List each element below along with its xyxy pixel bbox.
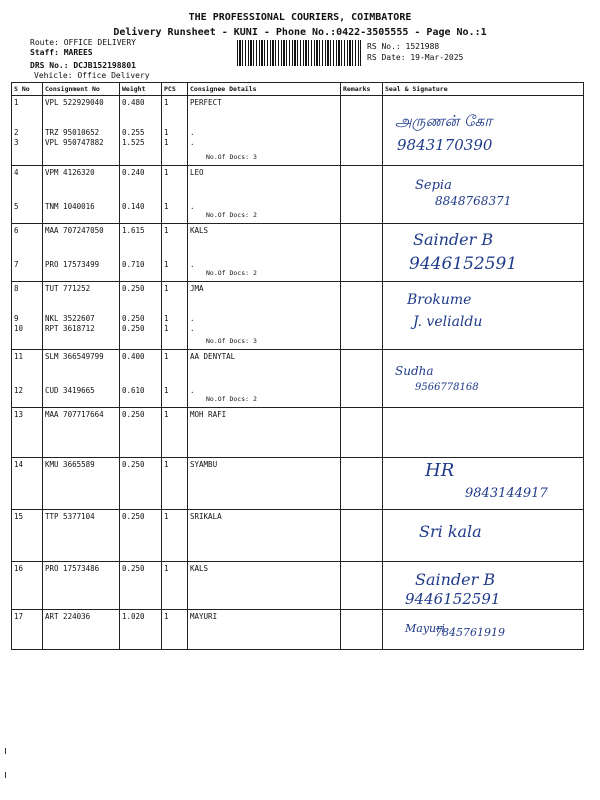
cell-consignee-name bbox=[188, 610, 341, 650]
col-remarks: Remarks bbox=[341, 83, 383, 96]
consignee-name: . bbox=[190, 128, 195, 137]
remarks-cell[interactable] bbox=[341, 166, 383, 224]
table-row bbox=[12, 458, 584, 510]
pieces-count: 1 bbox=[164, 352, 169, 361]
docs-count: No.Of Docs: 3 bbox=[206, 337, 257, 345]
cell-consignee-name bbox=[188, 562, 341, 610]
serial-number: 14 bbox=[14, 460, 24, 469]
pieces-count: 1 bbox=[164, 284, 169, 293]
weight-value: 1.615 bbox=[122, 226, 145, 235]
cell-consignee-name bbox=[188, 224, 341, 282]
weight-value: 0.250 bbox=[122, 314, 145, 323]
cell-weight-value bbox=[120, 408, 162, 458]
cell-serial-number bbox=[12, 408, 43, 458]
consignment-number: SLM 366549799 bbox=[45, 352, 104, 361]
cell-consignee-name bbox=[188, 282, 341, 350]
pieces-count: 1 bbox=[164, 138, 169, 147]
handwritten-signature: Mayuri bbox=[405, 622, 445, 635]
cell-pieces-count bbox=[162, 562, 188, 610]
remarks-cell[interactable] bbox=[341, 96, 383, 166]
cell-serial-number bbox=[12, 282, 43, 350]
cell-serial-number bbox=[12, 224, 43, 282]
serial-number: 17 bbox=[14, 612, 24, 621]
consignment-number: VPL 522929040 bbox=[45, 98, 104, 107]
consignee-name: JMA bbox=[190, 284, 204, 293]
weight-value: 0.610 bbox=[122, 386, 145, 395]
consignee-name: MAYURI bbox=[190, 612, 218, 621]
handwritten-signature: Sudha bbox=[395, 364, 434, 378]
consignee-name: . bbox=[190, 324, 195, 333]
rs-number: RS No.: 1521988 bbox=[367, 42, 440, 51]
cell-consignment-number bbox=[43, 96, 120, 166]
weight-value: 0.250 bbox=[122, 324, 145, 333]
scan-mark bbox=[5, 748, 6, 754]
weight-value: 0.250 bbox=[122, 410, 145, 419]
consignee-name: KALS bbox=[190, 564, 209, 573]
docs-count: No.Of Docs: 2 bbox=[206, 395, 257, 403]
serial-number: 3 bbox=[14, 138, 19, 147]
weight-value: 0.240 bbox=[122, 168, 145, 177]
weight-value: 0.255 bbox=[122, 128, 145, 137]
pieces-count: 1 bbox=[164, 612, 169, 621]
consignee-name: . bbox=[190, 202, 195, 211]
consignment-number: ART 224036 bbox=[45, 612, 91, 621]
pieces-count: 1 bbox=[164, 226, 169, 235]
consignee-name: LEO bbox=[190, 168, 204, 177]
cell-pieces-count bbox=[162, 282, 188, 350]
weight-value: 0.250 bbox=[122, 284, 145, 293]
consignment-number: VPL 950747882 bbox=[45, 138, 104, 147]
cell-consignee-name bbox=[188, 458, 341, 510]
consignment-number: VPM 4126320 bbox=[45, 168, 95, 177]
signature-cell[interactable] bbox=[383, 458, 584, 510]
pieces-count: 1 bbox=[164, 324, 169, 333]
cell-serial-number bbox=[12, 166, 43, 224]
signature-cell[interactable] bbox=[383, 282, 584, 350]
signature-cell[interactable] bbox=[383, 562, 584, 610]
cell-consignment-number bbox=[43, 350, 120, 408]
pieces-count: 1 bbox=[164, 202, 169, 211]
weight-value: 0.140 bbox=[122, 202, 145, 211]
docs-count: No.Of Docs: 2 bbox=[206, 269, 257, 277]
serial-number: 5 bbox=[14, 202, 19, 211]
consignment-number: RPT 3618712 bbox=[45, 324, 95, 333]
consignee-name: MOH RAFI bbox=[190, 410, 227, 419]
remarks-cell[interactable] bbox=[341, 610, 383, 650]
table-row bbox=[12, 408, 584, 458]
weight-value: 1.020 bbox=[122, 612, 145, 621]
remarks-cell[interactable] bbox=[341, 562, 383, 610]
consignment-number: MAA 707247050 bbox=[45, 226, 104, 235]
serial-number: 12 bbox=[14, 386, 24, 395]
remarks-cell[interactable] bbox=[341, 510, 383, 562]
remarks-cell[interactable] bbox=[341, 408, 383, 458]
weight-value: 0.400 bbox=[122, 352, 145, 361]
handwritten-phone: 7845761919 bbox=[435, 626, 505, 639]
pieces-count: 1 bbox=[164, 512, 169, 521]
col-consignee: Consignee Details bbox=[188, 83, 341, 96]
table-row bbox=[12, 562, 584, 610]
consignment-number: TTP 5377104 bbox=[45, 512, 95, 521]
consignment-number: NKL 3522607 bbox=[45, 314, 95, 323]
pieces-count: 1 bbox=[164, 314, 169, 323]
handwritten-signature: அருணன் கோ bbox=[395, 112, 493, 130]
signature-cell[interactable] bbox=[383, 610, 584, 650]
cell-pieces-count bbox=[162, 510, 188, 562]
signature-cell[interactable] bbox=[383, 510, 584, 562]
remarks-cell[interactable] bbox=[341, 458, 383, 510]
table-row bbox=[12, 610, 584, 650]
cell-consignment-number bbox=[43, 562, 120, 610]
consignee-name: SYAMBU bbox=[190, 460, 218, 469]
pieces-count: 1 bbox=[164, 410, 169, 419]
weight-value: 0.250 bbox=[122, 512, 145, 521]
cell-pieces-count bbox=[162, 408, 188, 458]
handwritten-phone: J. velialdu bbox=[413, 314, 483, 330]
serial-number: 13 bbox=[14, 410, 24, 419]
signature-cell[interactable] bbox=[383, 350, 584, 408]
weight-value: 0.480 bbox=[122, 98, 145, 107]
scan-mark bbox=[5, 772, 6, 778]
cell-consignee-name bbox=[188, 96, 341, 166]
cell-pieces-count bbox=[162, 96, 188, 166]
col-signature: Seal & Signature bbox=[383, 83, 584, 96]
cell-consignment-number bbox=[43, 458, 120, 510]
consignment-number: MAA 707717664 bbox=[45, 410, 104, 419]
cell-consignment-number bbox=[43, 224, 120, 282]
consignment-number: PRO 17573486 bbox=[45, 564, 100, 573]
pieces-count: 1 bbox=[164, 386, 169, 395]
table-row bbox=[12, 96, 584, 166]
runsheet-table bbox=[11, 82, 584, 650]
cell-weight-value bbox=[120, 610, 162, 650]
serial-number: 1 bbox=[14, 98, 19, 107]
cell-serial-number bbox=[12, 458, 43, 510]
pieces-count: 1 bbox=[164, 260, 169, 269]
handwritten-phone: 9843170390 bbox=[397, 136, 493, 154]
serial-number: 7 bbox=[14, 260, 19, 269]
cell-pieces-count bbox=[162, 224, 188, 282]
remarks-cell[interactable] bbox=[341, 282, 383, 350]
serial-number: 16 bbox=[14, 564, 24, 573]
serial-number: 2 bbox=[14, 128, 19, 137]
cell-pieces-count bbox=[162, 166, 188, 224]
cell-weight-value bbox=[120, 96, 162, 166]
consignee-name: AA DENYTAL bbox=[190, 352, 236, 361]
cell-serial-number bbox=[12, 96, 43, 166]
handwritten-signature: Sri kala bbox=[419, 522, 482, 541]
remarks-cell[interactable] bbox=[341, 350, 383, 408]
cell-consignment-number bbox=[43, 510, 120, 562]
cell-serial-number bbox=[12, 350, 43, 408]
cell-pieces-count bbox=[162, 458, 188, 510]
rs-date: RS Date: 19-Mar-2025 bbox=[367, 53, 464, 62]
cell-consignment-number bbox=[43, 408, 120, 458]
cell-serial-number bbox=[12, 610, 43, 650]
remarks-cell[interactable] bbox=[341, 224, 383, 282]
cell-consignment-number bbox=[43, 166, 120, 224]
handwritten-phone: 9566778168 bbox=[415, 382, 479, 393]
consignment-number: TRZ 95010652 bbox=[45, 128, 100, 137]
cell-serial-number bbox=[12, 510, 43, 562]
cell-weight-value bbox=[120, 350, 162, 408]
pieces-count: 1 bbox=[164, 128, 169, 137]
serial-number: 6 bbox=[14, 226, 19, 235]
table-header bbox=[12, 83, 584, 96]
handwritten-phone: 9446152591 bbox=[409, 254, 518, 274]
cell-consignee-name bbox=[188, 510, 341, 562]
cell-weight-value bbox=[120, 224, 162, 282]
serial-number: 4 bbox=[14, 168, 19, 177]
handwritten-phone: 9843144917 bbox=[465, 486, 548, 501]
consignee-name: . bbox=[190, 386, 195, 395]
handwritten-signature: Sainder B bbox=[415, 570, 496, 589]
consignee-name: SRIKALA bbox=[190, 512, 222, 521]
signature-cell[interactable] bbox=[383, 408, 584, 458]
weight-value: 1.525 bbox=[122, 138, 145, 147]
cell-consignee-name bbox=[188, 166, 341, 224]
table-row bbox=[12, 166, 584, 224]
handwritten-signature: Sainder B bbox=[413, 230, 494, 249]
table-row bbox=[12, 510, 584, 562]
signature-cell[interactable] bbox=[383, 166, 584, 224]
vehicle-label: Vehicle: Office Delivery bbox=[34, 71, 150, 80]
consignment-number: PRO 17573499 bbox=[45, 260, 100, 269]
cell-serial-number bbox=[12, 562, 43, 610]
cell-consignment-number bbox=[43, 282, 120, 350]
col-sno: S No bbox=[12, 83, 43, 96]
pieces-count: 1 bbox=[164, 564, 169, 573]
barcode bbox=[237, 40, 361, 66]
pieces-count: 1 bbox=[164, 168, 169, 177]
cell-weight-value bbox=[120, 166, 162, 224]
company-title: THE PROFESSIONAL COURIERS, COIMBATORE bbox=[188, 12, 412, 23]
handwritten-signature: Brokume bbox=[407, 292, 472, 308]
cell-consignment-number bbox=[43, 610, 120, 650]
handwritten-signature: HR bbox=[425, 460, 455, 481]
cell-weight-value bbox=[120, 458, 162, 510]
cell-pieces-count bbox=[162, 350, 188, 408]
serial-number: 11 bbox=[14, 352, 24, 361]
consignee-name: KALS bbox=[190, 226, 209, 235]
handwritten-phone: 9446152591 bbox=[405, 590, 501, 608]
cell-weight-value bbox=[120, 282, 162, 350]
col-weight: Weight bbox=[120, 83, 162, 96]
weight-value: 0.250 bbox=[122, 460, 145, 469]
consignment-number: CUD 3419665 bbox=[45, 386, 95, 395]
serial-number: 10 bbox=[14, 324, 24, 333]
signature-cell[interactable] bbox=[383, 224, 584, 282]
consignment-number: TNM 1040016 bbox=[45, 202, 95, 211]
col-consignment: Consignment No bbox=[43, 83, 120, 96]
col-pcs: PCS bbox=[162, 83, 188, 96]
cell-consignee-name bbox=[188, 350, 341, 408]
pieces-count: 1 bbox=[164, 460, 169, 469]
table-row bbox=[12, 282, 584, 350]
cell-consignee-name bbox=[188, 408, 341, 458]
serial-number: 8 bbox=[14, 284, 19, 293]
consignee-name: PERFECT bbox=[190, 98, 222, 107]
table-row bbox=[12, 350, 584, 408]
serial-number: 9 bbox=[14, 314, 19, 323]
consignee-name: . bbox=[190, 260, 195, 269]
weight-value: 0.710 bbox=[122, 260, 145, 269]
consignee-name: . bbox=[190, 138, 195, 147]
serial-number: 15 bbox=[14, 512, 24, 521]
route-label: Route: OFFICE DELIVERY bbox=[30, 38, 136, 47]
weight-value: 0.250 bbox=[122, 564, 145, 573]
runsheet-subtitle: Delivery Runsheet - KUNI - Phone No.:0422-3505555 - Page No.:1 bbox=[113, 27, 487, 38]
table-row bbox=[12, 224, 584, 282]
staff-label: Staff: MAREES bbox=[30, 48, 93, 57]
consignment-number: TUT 771252 bbox=[45, 284, 91, 293]
handwritten-signature: Sepia bbox=[415, 178, 452, 193]
signature-cell[interactable] bbox=[383, 96, 584, 166]
docs-count: No.Of Docs: 3 bbox=[206, 153, 257, 161]
cell-pieces-count bbox=[162, 610, 188, 650]
pieces-count: 1 bbox=[164, 98, 169, 107]
drs-number: DRS No.: DCJB152198801 bbox=[30, 61, 136, 70]
consignment-number: KMU 3665589 bbox=[45, 460, 95, 469]
consignee-name: . bbox=[190, 314, 195, 323]
handwritten-phone: 8848768371 bbox=[435, 194, 512, 208]
cell-weight-value bbox=[120, 562, 162, 610]
docs-count: No.Of Docs: 2 bbox=[206, 211, 257, 219]
cell-weight-value bbox=[120, 510, 162, 562]
